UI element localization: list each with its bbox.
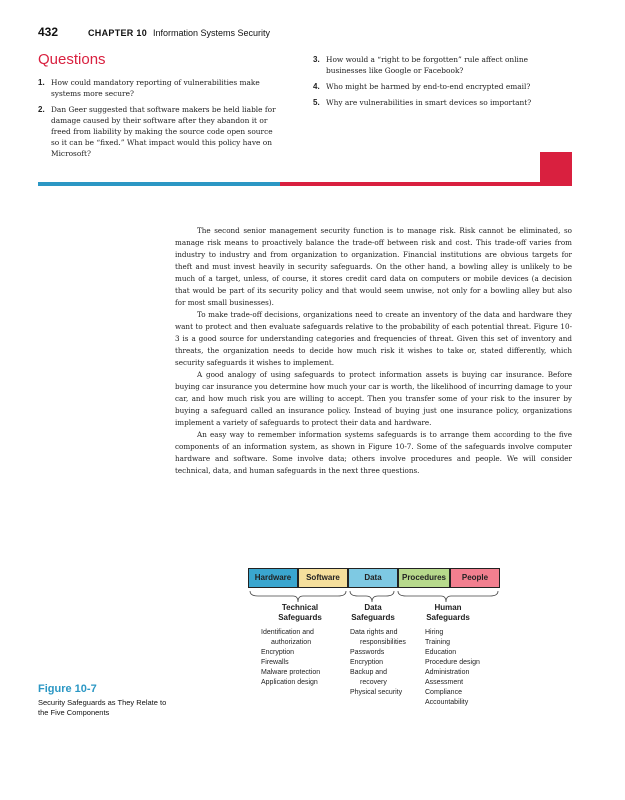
list-item: Application design	[261, 679, 318, 686]
list-item: Physical security	[350, 689, 403, 696]
data-safeguards-heading: Data Safeguards	[351, 603, 395, 622]
question-text: How could mandatory reporting of vulnerabilities make systems more secure?	[51, 78, 260, 98]
list-item: Accountability	[425, 699, 469, 706]
questions-left-column	[38, 77, 278, 164]
accent-block	[540, 152, 572, 186]
technical-safeguards-heading: Technical Safeguards	[278, 603, 322, 622]
list-item: recovery	[360, 679, 387, 686]
questions-right-column	[313, 54, 563, 113]
question-text: How would a “right to be forgotten” rule affect online businesses like Google or Facebook?	[326, 55, 529, 75]
paragraph: The second senior management security function is to manage risk. Risk cannot be eliminated, so manage risk means to proactively balance the trade-off between risk and cost. This trade-off varies from industry to industry and from organization to organization. Financial institutions are obvious targets for theft and must invest heavily in security safeguards. On the other hand, a bowling alley is unlikely to be much of a target, unless, of course, it stores credit card data on computers or mobile devices (a decision that would be part of its security policy and that would seem unwise, not only for a bowling alley but also for most small businesses).	[175, 226, 572, 307]
technical-safeguards-list	[261, 628, 343, 688]
figure-caption-title: Figure 10-7	[38, 683, 97, 695]
grouping-braces	[248, 590, 500, 604]
running-header	[88, 28, 270, 38]
list-item: Data rights and	[350, 629, 398, 636]
paragraph: An easy way to remember information systems safeguards is to arrange them according to the five components of an information system, as shown in Figure 10-7. Some of the safeguards involve computer hardware and software. Some involve data; others involve procedures and people. We will consider technical, data, and human safeguards in the next three questions.	[175, 430, 572, 475]
question-text: Why are vulnerabilities in smart devices so important?	[326, 98, 532, 107]
list-item: responsibilities	[360, 639, 406, 646]
component-procedures: Procedures	[399, 569, 449, 587]
data-safeguards-list	[350, 628, 428, 698]
component-row	[248, 568, 500, 588]
human-safeguards-heading: Human Safeguards	[426, 603, 470, 622]
list-item: Procedure design	[425, 659, 480, 666]
chapter-title: Information Systems Security	[153, 28, 271, 38]
chapter-label: CHAPTER 10	[88, 28, 148, 38]
body-text	[175, 225, 572, 477]
figure-caption-subtitle: Security Safeguards as They Relate to the Five Components	[38, 698, 167, 717]
question-item	[313, 54, 563, 76]
page-number: 432	[38, 25, 59, 39]
paragraph: A good analogy of using safeguards to protect information assets is buying car insurance. Before buying car insurance you determine how much your car is worth, the likelihood of incurring damage to your car, and how much risk you are willing to accept. Then you transfer some of your risk to the insurer by buying a safeguard called an insurance policy. Instead of buying just one insurance policy, organizations implement a variety of safeguards to protect their data and hardware.	[175, 370, 572, 427]
list-item: Education	[425, 649, 457, 656]
component-software: Software	[299, 569, 347, 587]
question-text: Who might be harmed by end-to-end encrypted email?	[326, 82, 531, 91]
list-item: Encryption	[261, 649, 295, 656]
list-item: Compliance	[425, 689, 462, 696]
list-item: Assessment	[425, 679, 464, 686]
question-number: 3.	[313, 55, 320, 64]
question-item	[38, 77, 278, 99]
component-data: Data	[349, 569, 397, 587]
question-number: 5.	[313, 98, 320, 107]
divider-blue	[38, 182, 280, 186]
question-item	[313, 97, 563, 108]
component-hardware: Hardware	[249, 569, 297, 587]
list-item: Administration	[425, 669, 470, 676]
questions-title: Questions	[38, 51, 106, 68]
question-text: Dan Geer suggested that software makers be held liable for damage caused by their software after they abandon it or freed from liability by making the source code open source so it can be “fixed.” What impact would this policy have on Microsoft?	[51, 105, 276, 158]
list-item: Passwords	[350, 649, 385, 656]
list-item: Malware protection	[261, 669, 321, 676]
question-number: 1.	[38, 78, 45, 87]
list-item: Hiring	[425, 629, 444, 636]
paragraph: To make trade-off decisions, organizations need to create an inventory of the data and hardware they want to protect and then evaluate safeguards relative to the probability of each potential threat. Figure 10-3 is a good source for understanding categories and frequencies of threat. Given this set of inventory and threats, the organization needs to decide how much risk it wishes to take or, stated differently, which security safeguards it wishes to implement.	[175, 310, 572, 367]
question-item	[313, 81, 563, 92]
list-item: Firewalls	[261, 659, 289, 666]
list-item: authorization	[271, 639, 312, 646]
question-number: 4.	[313, 82, 320, 91]
list-item: Encryption	[350, 659, 384, 666]
question-number: 2.	[38, 105, 45, 114]
divider-red	[280, 182, 542, 186]
list-item: Training	[425, 639, 451, 646]
component-people: People	[451, 569, 499, 587]
list-item: Identification and	[261, 629, 314, 636]
human-safeguards-list	[425, 628, 510, 708]
question-item	[38, 104, 278, 159]
list-item: Backup and	[350, 669, 387, 676]
